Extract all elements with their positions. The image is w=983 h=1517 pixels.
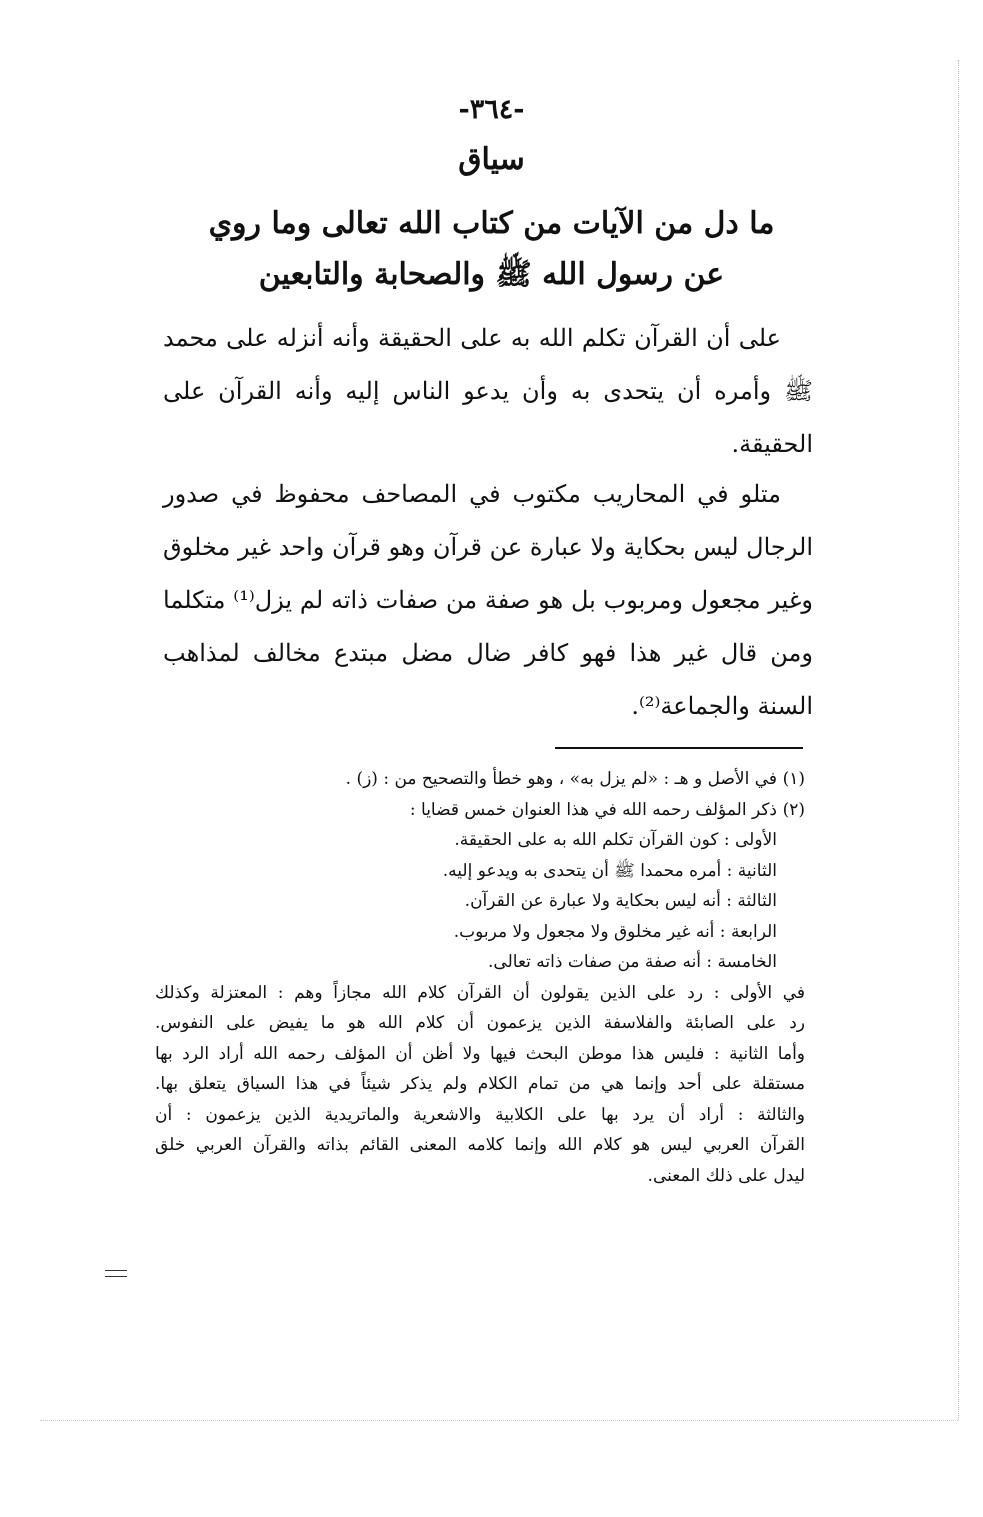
- section-title-line-1: ما دل من الآيات من كتاب الله تعالى وما روي: [208, 206, 775, 241]
- footnotes: [155, 764, 805, 1191]
- footnote-line-1: في الأولى : رد على الذين يقولون أن القرآن كلام الله مجازاً وهم : المعتزلة وكذلك: [155, 982, 805, 1003]
- footnote-issue-3: الثالثة : أنه ليس بحكاية ولا عبارة عن القرآن.: [464, 891, 777, 911]
- section-heading: سياق: [458, 142, 525, 177]
- footnote-line-7: ليدل على ذلك المعنى.: [647, 1165, 805, 1186]
- footnote-2: [155, 795, 805, 826]
- body-paragraph-1: على أن القرآن تكلم الله به على الحقيقة وأنه أنزله على محمد ﷺ وأمره أن يتحدى به وأن يدعو الناس إليه وأنه القرآن على الحقيقة.: [163, 324, 813, 458]
- footnote-issue-5: الخامسة : أنه صفة من صفات ذاته تعالى.: [488, 952, 777, 972]
- footnote-1: [155, 764, 805, 795]
- footnote-1-text: في الأصل و هـ : «لم يزل به» ، وهو خطأ والتصحيح من : (ز) .: [345, 769, 777, 789]
- footnote-divider: [555, 747, 803, 749]
- footnote-line-6: القرآن العربي ليس هو كلام الله وإنما كلامه المعنى القائم بذاته والقرآن العربي خلق: [155, 1135, 805, 1155]
- footnote-line-4: مستقلة على أحد وإنما هي من تمام الكلام ولم يذكر شيئاً في هذا السياق يتعلق بها.: [155, 1074, 805, 1094]
- footnote-line-5: والثالثة : أراد أن يرد بها على الكلابية والاشعرية والماتريدية الذين يزعمون : أن: [155, 1104, 805, 1125]
- section-title-line-2: عن رسول الله ﷺ والصحابة والتابعين: [258, 257, 725, 292]
- page-number: -٣٦٤-: [458, 94, 525, 125]
- footnote-1-number: (١): [782, 769, 805, 789]
- footnote-2-number: (٢): [782, 799, 805, 820]
- footnote-line-3: وأما الثانية : فليس هذا موطن البحث فيها ولا أظن أن المؤلف رحمه الله أراد الرد بها: [155, 1043, 805, 1064]
- footnote-issue-2: الثانية : أمره محمدا ﷺ أن يتحدى به ويدعو إليه.: [442, 860, 777, 881]
- continuation-mark: [105, 1270, 127, 1277]
- scan-edge-bottom: [40, 1420, 958, 1421]
- body-paragraph-2: متلو في المحاريب مكتوب في المصاحف محفوظ في صدور الرجال ليس بحكاية ولا عبارة عن قرآن وهو قرآن واحد غير مخلوق وغير مجعول ومربوب بل هو صفة من صفات ذاته لم يزل⁽¹⁾ متكلما ومن قال غير هذا فهو كافر ضال مضل مبتدع مخالف لمذاهب السنة والجماعة⁽²⁾.: [163, 480, 813, 720]
- footnote-issue-1: الأولى : كون القرآن تكلم الله به على الحقيقة.: [454, 830, 777, 850]
- scan-edge-right: [958, 60, 959, 1420]
- footnote-line-2: رد على الصابئة والفلاسفة الذين يزعمون أن كلام الله هو ما يفيض على النفوس.: [155, 1013, 805, 1033]
- footnote-issue-4: الرابعة : أنه غير مخلوق ولا مجعول ولا مربوب.: [453, 921, 777, 942]
- footnote-2-intro: ذكر المؤلف رحمه الله في هذا العنوان خمس قضايا :: [409, 799, 777, 820]
